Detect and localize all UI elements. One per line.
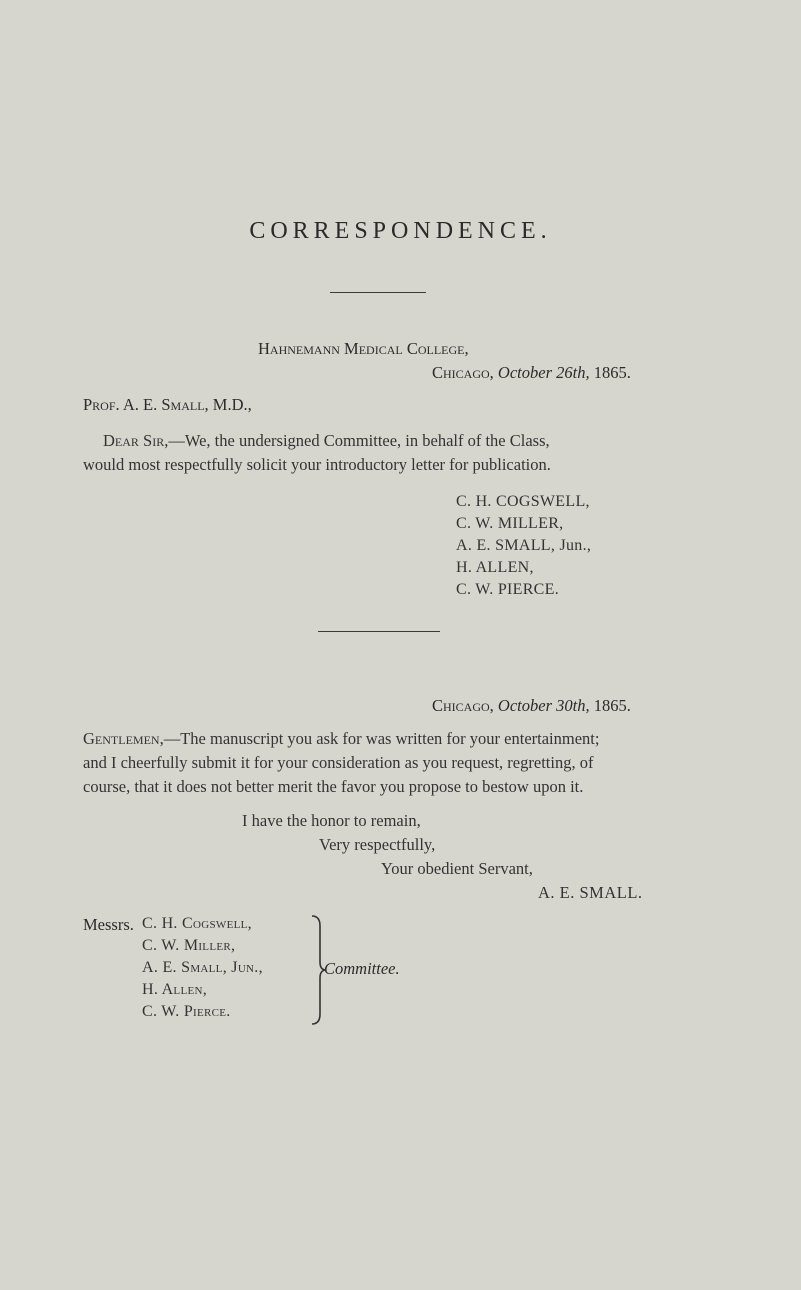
committee-label: Committee. xyxy=(324,959,400,978)
signatory: H. ALLEN, xyxy=(456,559,534,576)
letter1-body-line-1: Dear Sir,—We, the undersigned Committee, in behalf of the Class, xyxy=(103,431,550,450)
letter2-closing-1: I have the honor to remain, xyxy=(242,811,421,830)
letter1-salutation: Dear Sir, xyxy=(103,431,169,450)
letter2-body-line-1: Gentlemen,—The manuscript you ask for was written for your entertainment; xyxy=(83,729,600,748)
letter1-year: 1865. xyxy=(593,363,631,382)
divider-middle xyxy=(318,631,440,632)
signatory: A. E. SMALL, Jun., xyxy=(456,537,592,554)
signatory: C. W. MILLER, xyxy=(456,515,564,532)
letter2-addressees xyxy=(142,913,263,1023)
divider-top xyxy=(330,292,426,293)
letter1-date: October 26th, xyxy=(497,363,590,382)
letter2-place: Chicago, xyxy=(432,696,494,715)
letter2-body-line-2: and I cheerfully submit it for your consideration as you request, regretting, of xyxy=(83,753,594,772)
letter1-signatories xyxy=(456,491,591,601)
signatory: C. H. COGSWELL, xyxy=(456,493,590,510)
addressee: C. W. Pierce. xyxy=(142,1003,231,1020)
addressee: C. H. Cogswell, xyxy=(142,915,252,932)
letter1-body-line-2: would most respectfully solicit your introductory letter for publication. xyxy=(83,455,551,474)
letter2-dateline xyxy=(432,696,631,716)
addressee: C. W. Miller, xyxy=(142,937,236,954)
letter2-signature: A. E. SMALL. xyxy=(538,883,643,902)
signatory: C. W. PIERCE. xyxy=(456,581,560,598)
letter2-messrs: Messrs. xyxy=(83,915,134,934)
letter1-institution: Hahnemann Medical College, xyxy=(258,339,469,358)
letter2-closing-3: Your obedient Servant, xyxy=(381,859,533,878)
letter2-date: October 30th, xyxy=(497,696,590,715)
letter2-salutation: Gentlemen, xyxy=(83,729,164,748)
addressee: A. E. Small, Jun., xyxy=(142,959,263,976)
letter2-closing-2: Very respectfully, xyxy=(319,835,436,854)
letter1-addressee: Prof. A. E. Small, M.D., xyxy=(83,395,252,414)
letter2-year: 1865. xyxy=(593,696,631,715)
page-title: CORRESPONDENCE. xyxy=(249,218,552,244)
letter2-body-line-3: course, that it does not better merit the favor you propose to bestow upon it. xyxy=(83,777,584,796)
letter1-dateline xyxy=(432,363,631,383)
letter1-place: Chicago, xyxy=(432,363,494,382)
addressee: H. Allen, xyxy=(142,981,208,998)
